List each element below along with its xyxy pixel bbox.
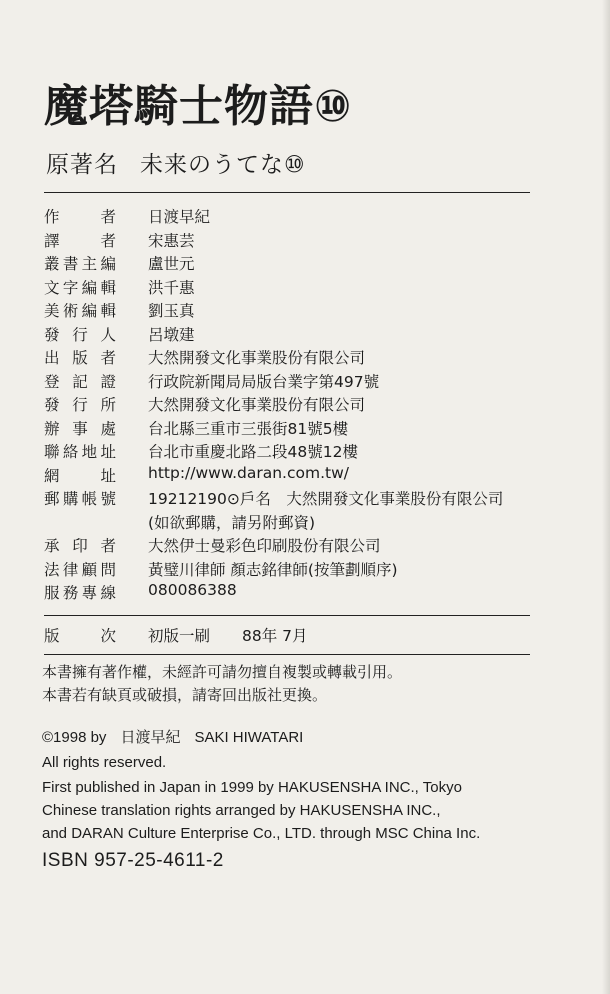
credit-value: 大然伊士曼彩色印刷股份有限公司 [148, 537, 381, 555]
edition-date: 88年 7月 [242, 627, 308, 645]
label-char: 者 [100, 349, 116, 367]
notice-line: 本書擁有著作權，未經許可請勿擅自複製或轉載引用。 [42, 663, 403, 681]
label-char: 址 [100, 443, 116, 461]
label-char: 證 [100, 372, 116, 391]
label-char: 線 [100, 584, 116, 602]
credit-value: 呂墩建 [148, 325, 195, 344]
label-char: 行 [72, 396, 88, 414]
label-char: 次 [100, 627, 116, 645]
credit-label [44, 487, 116, 509]
label-char: 編 [81, 302, 98, 320]
label-char: 辦 [44, 419, 60, 438]
label-char: 記 [72, 372, 88, 391]
label-char: 郵 [44, 490, 60, 508]
credit-row [44, 205, 544, 229]
credit-value: 19212190⊙戶名 大然開發文化事業股份有限公司 [148, 490, 504, 508]
author-en: SAKI HIWATARI [194, 729, 304, 746]
label-char: 輯 [100, 302, 116, 320]
label-char: 編 [81, 278, 98, 297]
book-title: 魔塔騎士物語⑩ [44, 81, 353, 132]
credits-list [44, 205, 544, 605]
credit-label [44, 581, 116, 603]
label-char: 版 [44, 627, 60, 645]
label-char: 承 [44, 537, 60, 555]
credit-value: http://www.daran.com.tw/ [148, 463, 349, 482]
credit-row [44, 393, 544, 417]
credit-label [44, 370, 116, 392]
label-char: 主 [81, 255, 98, 273]
label-char: 務 [62, 584, 79, 602]
label-char: 顧 [81, 560, 98, 579]
label-char: 書 [62, 255, 79, 273]
credit-label [44, 346, 116, 368]
credit-label [44, 205, 116, 227]
credit-row [44, 581, 544, 605]
label-char: 處 [100, 419, 116, 438]
label-char: 編 [100, 255, 116, 273]
credit-label [44, 299, 116, 321]
label-char: 出 [44, 349, 60, 367]
credit-value: (如欲郵購，請另附郵資) [148, 513, 316, 532]
credit-label [44, 276, 116, 298]
label-char: 美 [44, 302, 60, 320]
credit-label [44, 534, 116, 556]
credit-value: 080086388 [148, 581, 237, 599]
credit-row [44, 534, 544, 558]
credit-row [44, 299, 544, 323]
credit-row [44, 252, 544, 276]
credit-label [44, 440, 116, 462]
divider [44, 615, 530, 616]
copyright-prefix: ©1998 by [42, 729, 107, 746]
label-char: 發 [44, 396, 60, 414]
label-char: 譯 [44, 231, 60, 250]
credit-value: 大然開發文化事業股份有限公司 [148, 349, 366, 367]
credit-label [44, 558, 116, 580]
label-char: 輯 [100, 278, 116, 297]
label-char: 叢 [44, 255, 60, 273]
label-char: 網 [44, 466, 60, 485]
label-char: 文 [44, 278, 60, 297]
label-char: 術 [62, 302, 79, 320]
credit-value: 台北市重慶北路二段48號12樓 [148, 443, 358, 461]
label-char: 登 [44, 372, 60, 391]
credit-value: 日渡早紀 [148, 208, 211, 226]
label-char: 行 [72, 325, 88, 344]
label-char: 者 [100, 537, 116, 555]
credit-value: 台北縣三重市三張街81號5樓 [148, 419, 349, 438]
author-cjk: 日渡早紀 [120, 728, 181, 746]
credit-row [44, 323, 544, 347]
original-title: 未来のうてな⑩ [140, 152, 306, 178]
credit-row [44, 417, 544, 441]
label-char: 專 [81, 584, 98, 602]
edition-label [44, 624, 116, 646]
label-char: 字 [62, 278, 79, 297]
label-char: 法 [44, 560, 60, 579]
label-char: 絡 [62, 443, 79, 461]
credit-row [44, 346, 544, 370]
label-char: 址 [100, 466, 116, 485]
credit-value: 黃璧川律師 顏志銘律師(按筆劃順序) [148, 560, 398, 579]
notice-line: 本書若有缺頁或破損，請寄回出版社更換。 [42, 686, 328, 704]
credit-row [44, 370, 544, 394]
label-char: 服 [44, 584, 60, 602]
credit-label [44, 252, 116, 274]
credit-row [44, 464, 544, 488]
credit-row [44, 487, 544, 511]
label-char: 版 [72, 349, 88, 367]
divider [44, 192, 530, 193]
label-char: 人 [100, 325, 116, 344]
credit-label [44, 323, 116, 345]
credit-value: 行政院新聞局局版台業字第497號 [148, 372, 380, 391]
label-char: 者 [100, 231, 116, 250]
label-char: 地 [81, 443, 98, 461]
label-char: 作 [44, 208, 60, 226]
edition-printing: 初版一刷 [148, 627, 211, 645]
label-char: 號 [100, 490, 116, 508]
english-copyright-block [42, 724, 480, 845]
credit-label [44, 229, 116, 251]
credit-row [44, 229, 544, 253]
original-title-line [46, 146, 306, 179]
copyright-notices [42, 661, 402, 707]
credit-row [44, 440, 544, 464]
original-title-label: 原著名 [46, 152, 118, 178]
publication-line: Chinese translation rights arranged by HAKUSENSHA INC., [42, 802, 441, 819]
copyright-line [42, 724, 480, 750]
credit-row [44, 511, 544, 535]
label-char: 律 [62, 560, 79, 579]
credit-row [44, 276, 544, 300]
page-edge-shadow [602, 0, 610, 994]
label-char: 事 [72, 419, 88, 438]
credit-label [44, 393, 116, 415]
credit-value: 洪千惠 [148, 278, 195, 297]
label-char: 帳 [81, 490, 98, 508]
publication-line: First published in Japan in 1999 by HAKUSENSHA INC., Tokyo [42, 779, 462, 796]
rights-line: All rights reserved. [42, 754, 167, 771]
label-char: 印 [72, 537, 88, 555]
label-char: 發 [44, 325, 60, 344]
credit-value: 劉玉真 [148, 302, 195, 320]
credit-label [44, 417, 116, 439]
divider [44, 654, 530, 655]
publication-line: and DARAN Culture Enterprise Co., LTD. through MSC China Inc. [42, 825, 481, 842]
credit-value: 宋惠芸 [148, 231, 195, 250]
label-char: 所 [100, 396, 116, 414]
label-char: 者 [100, 208, 116, 226]
isbn: ISBN 957-25-4611-2 [42, 850, 224, 871]
credit-value: 大然開發文化事業股份有限公司 [148, 396, 366, 414]
label-char: 聯 [44, 443, 60, 461]
label-char: 問 [100, 560, 116, 579]
credit-label [44, 464, 116, 486]
credit-value: 盧世元 [148, 255, 195, 273]
credit-row [44, 558, 544, 582]
label-char: 購 [62, 490, 79, 508]
edition-value [148, 624, 308, 646]
